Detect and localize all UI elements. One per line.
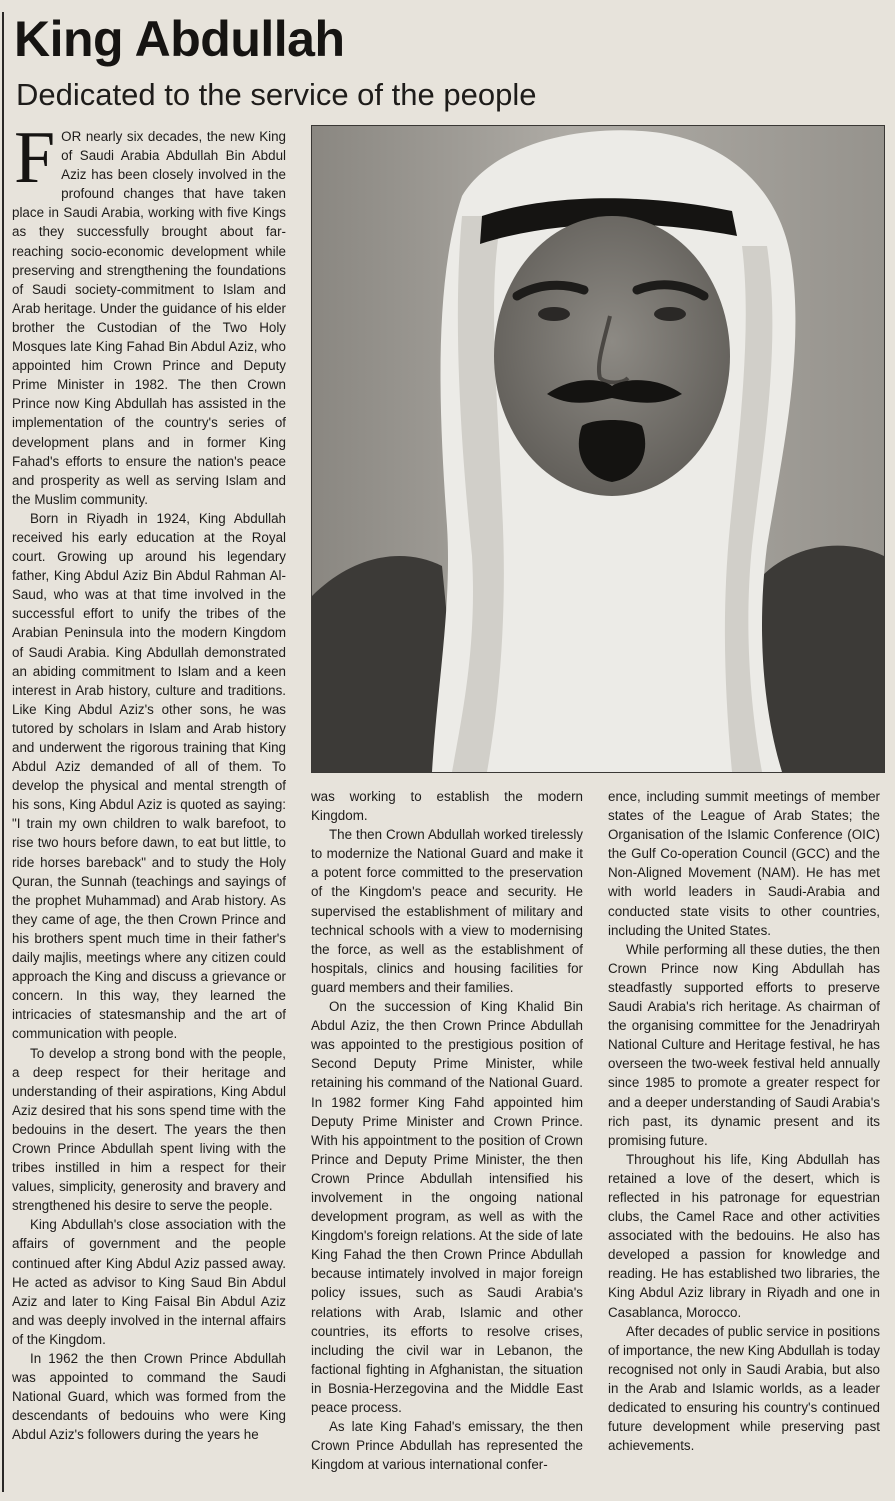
article-column-1 [12, 117, 286, 1444]
portrait-illustration [312, 126, 884, 772]
headline: King Abdullah [14, 11, 345, 67]
paragraph: King Abdullah's close association with the affairs of government and the people continued after King Abdul Aziz passed away. He acted as advisor to King Saud Bin Abdul Aziz and later to King Faisal Bin Abdul Aziz and was deeply involved in the internal affairs of the Kingdom. [12, 1217, 286, 1347]
paragraph-text: OR nearly six decades, the new King of Saudi Arabia Abdullah Bin Abdul Aziz has been closely involved in the profound changes that have taken place in Saudi Arabia, working with five Kings as they successfully brought about far-reaching socio-economic development while preserving and strengthening the foundations of Saudi society-commitment to Islam and Arab heritage. Under the guidance of his elder brother the Custodian of the Two Holy Mosques late King Fahad Bin Abdul Aziz, who appointed him Crown Prince and Deputy Prime Minister in 1982. The then Crown Prince now King Abdullah has assisted in the implementation of the country's series of development plans and in former King Fahad's efforts to ensure the nation's peace and prosperity as well as serving Islam and the Muslim community. [12, 129, 286, 507]
paragraph: The then Crown Abdullah worked tirelessly to modernize the National Guard and make it a potent force committed to the preservation of the Kingdom's peace and security. He supervised the establishment of military and technical schools with a view to modernising the force, as well as the establishment of hospitals, clinics and housing facilities for guard members and their families. [311, 827, 583, 995]
paragraph: As late King Fahad's emissary, the then Crown Prince Abdullah has represented the Kingdom at various international confer- [311, 1419, 583, 1473]
paragraph: While performing all these duties, the then Crown Prince now King Abdullah has steadfastly supported efforts to preserve Saudi Arabia's rich heritage. As chairman of the organising committee for the Jenadriryah National Culture and Heritage festival, he has overseen the two-week festival held annually since 1985 to promote a greater respect for and a deeper understanding of Saudi Arabia's rich past, its dynamic present and its promising future. [608, 941, 880, 1148]
paragraph: To develop a strong bond with the people, a deep respect for their heritage and understanding of their aspirations, King Abdul Aziz desired that his sons spend time with the bedouins in the desert. The years the then Crown Prince Abdullah spent living with the tribes instilled in him a respect for their values, simplicity, generosity and bravery and strengthened his desire to serve the people. [12, 1045, 286, 1214]
column-rule [2, 12, 4, 1492]
paragraph: On the succession of King Khalid Bin Abdul Aziz, the then Crown Prince Abdullah was appointed to the prestigious position of Second Deputy Prime Minister, while retaining his command of the National Guard. In 1982 former King Fahd appointed him Deputy Prime Minister and Crown Prince. With his appointment to the position of Crown Prince and Deputy Prime Minister, the then Crown Prince Abdullah intensified his involvement in the ongoing national development program, as well as with the Kingdom's foreign relations. At the side of late King Fahad the then Crown Prince Abdullah because intimately involved in major foreign policy issues, such as Saudi Arabia's relations with Arab, Islamic and other countries, its efforts to resolve crises, including the civil war in Lebanon, the factional fighting in Afghanistan, the situation in Bosnia-Herzegovina and the Middle East peace process. [311, 999, 583, 1415]
dropcap: F [14, 117, 56, 199]
paragraph [12, 117, 286, 509]
paragraph: ence, including summit meetings of member states of the League of Arab States; the Organisation of the Islamic Conference (OIC) the Gulf Co-operation Council (GCC) and the Non-Aligned Movement (NAM). He has met with world leaders in Saudi-Arabia and conducted state visits to other countries, including the United States. [608, 789, 880, 938]
portrait-photo [311, 125, 885, 773]
paragraph: In 1962 the then Crown Prince Abdullah was appointed to command the Saudi National Guard, which was formed from the descendants of bedouins who were King Abdul Aziz's followers during the years he [12, 1351, 286, 1443]
subheadline: Dedicated to the service of the people [16, 77, 537, 112]
article-column-2 [311, 787, 583, 1474]
paragraph: After decades of public service in positions of importance, the new King Abdullah is today recognised not only in Saudi Arabia, but also in the Arab and Islamic worlds, as a leader dedicated to ensuring his country's continued future development while preserving past achievements. [608, 1323, 880, 1454]
paragraph: Throughout his life, King Abdullah has retained a love of the desert, which is reflected in his patronage for equestrian clubs, the Camel Race and other activities associated with the bedouins. He also has developed a passion for knowledge and reading. He has established two libraries, the King Abdul Aziz library in Riyadh and one in Casablanca, Morocco. [608, 1151, 880, 1320]
article-column-3 [608, 787, 880, 1455]
paragraph: Born in Riyadh in 1924, King Abdullah received his early education at the Royal court. Growing up around his legendary father, King Abdul Aziz Bin Abdul Rahman Al-Saud, who was at that time involved in the successful effort to unify the tribes of the Arabian Peninsula into the modern Kingdom of Saudi Arabia. King Abdullah demonstrated an abiding commitment to Islam and a keen interest in Arab history, culture and traditions. Like King Abdul Aziz's other sons, he was tutored by scholars in Islam and Arab history and underwent the rigorous training that King Abdul Aziz demanded of all of them. To develop the physical and mental strength of his sons, King Abdul Aziz is quoted as saying: "I train my own children to walk barefoot, to rise two hours before dawn, to eat but little, to ride horses bareback" and to study the Holy Quran, the Sunnah (teachings and sayings of the prophet Muhammad) and Arab history. As they came of age, the then Crown Prince and his brothers spent much time in their father's daily majlis, meetings where any citizen could approach the King and discuss a grievance or concern. In this way, they learned the intricacies of statesmanship and the art of communication with people. [12, 510, 286, 1042]
paragraph: was working to establish the modern Kingdom. [311, 789, 583, 824]
